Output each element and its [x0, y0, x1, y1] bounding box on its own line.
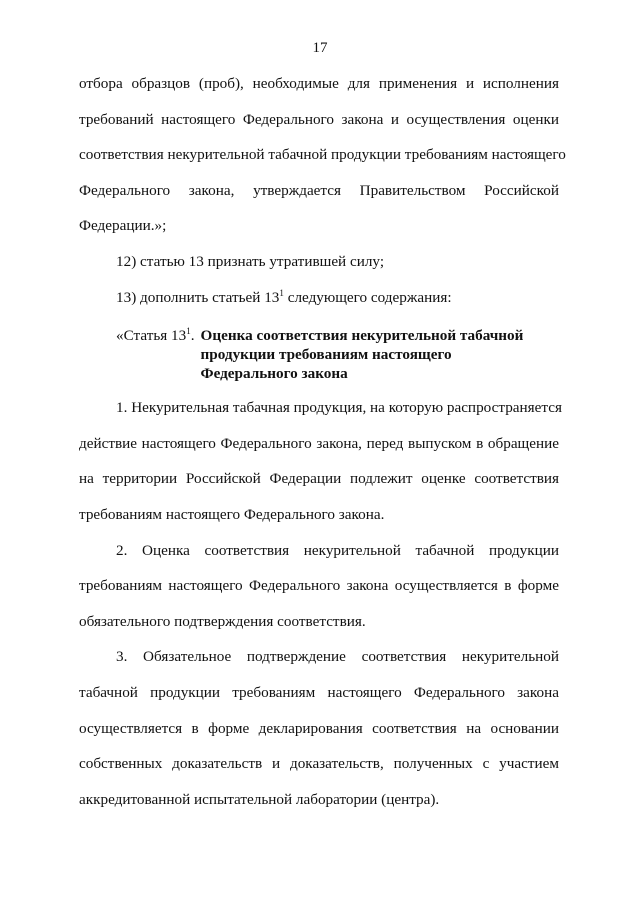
item-13-text-end: следующего содержания:	[283, 288, 452, 306]
article-label-text: «Статья 13	[116, 327, 187, 345]
text-line: Федерации.»;	[79, 217, 167, 235]
text-line: требованиям настоящего Федерального закона осуществляется в форме	[79, 577, 559, 595]
text-line: действие настоящего Федерального закона, перед выпуском в обращение	[79, 434, 559, 452]
text-line: аккредитованной испытательной лаборатории (центра).	[79, 790, 440, 808]
article-label	[79, 326, 195, 383]
article-title	[195, 326, 524, 383]
paragraph-3	[79, 646, 559, 824]
item-12: 12) статью 13 признать утратившей силу;	[116, 252, 385, 270]
text-line: обязательного подтверждения соответствия.	[79, 612, 366, 630]
article-title-line: продукции требованиям настоящего	[200, 346, 452, 364]
text-line: 1. Некурительная табачная продукция, на которую распространяется	[116, 399, 562, 417]
continuation-paragraph	[79, 73, 566, 251]
text-line: требованиям настоящего Федерального закона.	[79, 505, 385, 523]
article-title-line: Федерального закона	[200, 365, 348, 383]
paragraph-2	[79, 540, 559, 647]
text-line: требований настоящего Федерального закона и осуществления оценки	[79, 110, 559, 128]
page-number: 17	[312, 40, 328, 56]
text-line: соответствия некурительной табачной продукции требованиям настоящего	[79, 146, 566, 164]
text-line: на территории Российской Федерации подлежит оценке соответствия	[79, 470, 559, 488]
article-label-dot: .	[190, 327, 195, 345]
document-body	[79, 73, 566, 824]
text-line: 2. Оценка соответствия некурительной табачной продукции	[116, 541, 559, 559]
text-line: табачной продукции требованиям настоящего Федерального закона	[79, 683, 559, 701]
text-line: осуществляется в форме декларирования соответствия на основании	[79, 719, 559, 737]
text-line: Федерального закона, утверждается Правительством Российской	[79, 181, 559, 199]
item-13-superscript: 1	[279, 287, 284, 298]
text-line: отбора образцов (проб), необходимые для применения и исполнения	[79, 75, 559, 92]
article-title-line: Оценка соответствия некурительной табачной	[200, 327, 524, 345]
text-line: собственных доказательств и доказательств, полученных с участием	[79, 755, 559, 773]
paragraph-1	[79, 397, 562, 539]
item-13-text: 13) дополнить статьей 13	[116, 288, 280, 306]
item-13	[79, 287, 559, 323]
article-heading	[79, 326, 559, 383]
article-label-superscript: 1	[186, 326, 191, 337]
text-line: 3. Обязательное подтверждение соответствия некурительной	[116, 648, 559, 666]
